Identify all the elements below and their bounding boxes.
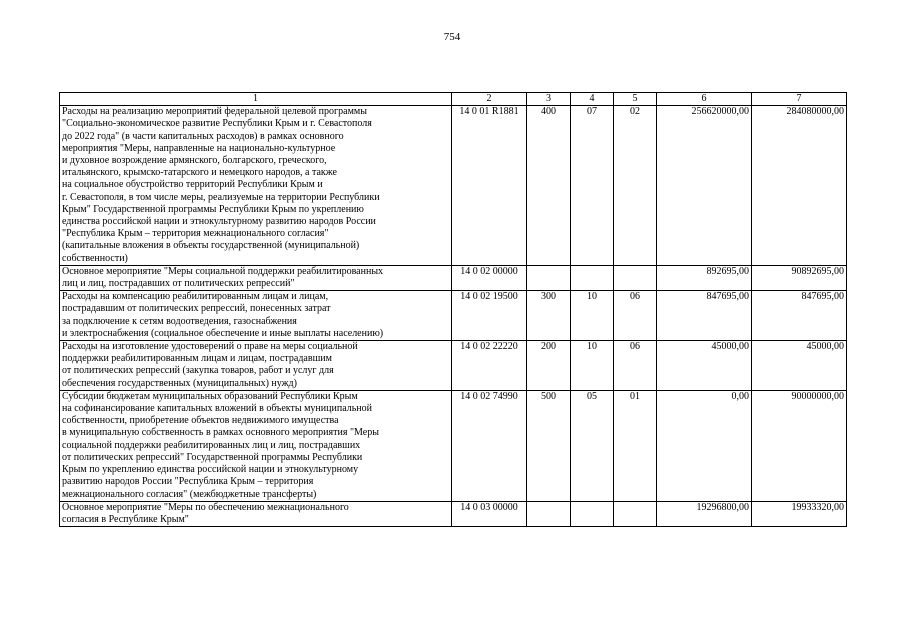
row-description: Расходы на изготовление удостоверений о праве на меры социальной поддержки реабилитированным лицам и лицам, пострадавшим от политических репрессий (закупка товаров, работ и услуг для обеспечения государственных (муниципальных) нужд) [60,341,452,391]
table-row [60,390,847,501]
row-description: Расходы на реализацию мероприятий федеральной целевой программы "Социально-экономическое развитие Республики Крым и г. Севастополя до 2022 года" (в части капитальных расходов) в рамках основного мероприятия "Меры, направленные на национально-культурное и духовное возрождение армянского, болгарского, греческого, итальянского, крымско-татарского и немецкого народов, а также на социальное обустройство территорий Республики Крым и г. Севастополя, в том числе меры, реализуемые на территории Республики Крым" Государственной программы Республики Крым по укреплению единства российской нации и этнокультурному развитию народов России "Республика Крым – территория межнационального согласия" (капитальные вложения в объекты государственной (муниципальной) собственности) [60,106,452,266]
row-description: Основное мероприятие "Меры социальной поддержки реабилитированных лиц и лиц, пострадавших от политических репрессий" [60,265,452,290]
table-row [60,341,847,391]
row-section [571,501,614,526]
row-description: Расходы на компенсацию реабилитированным лицам и лицам, пострадавшим от политических репрессий, понесенных затрат за подключение к сетям водоотведения, газоснабжения и электроснабжения (социальное обеспечение и иные выплаты населению) [60,291,452,341]
row-target-code: 14 0 02 74990 [452,390,527,501]
row-expense-type [527,265,571,290]
row-target-code: 14 0 02 19500 [452,291,527,341]
row-amount-2: 284080000,00 [752,106,847,266]
column-header-4: 4 [571,93,614,106]
table-row [60,265,847,290]
column-header-3: 3 [527,93,571,106]
row-amount-2: 45000,00 [752,341,847,391]
row-subsection [614,501,657,526]
row-section: 07 [571,106,614,266]
row-amount-2: 19933320,00 [752,501,847,526]
table-row [60,291,847,341]
row-description: Субсидии бюджетам муниципальных образований Республики Крым на софинансирование капитальных вложений в объекты муниципальной собственности, приобретение объектов недвижимого имущества в муниципальную собственность в рамках основного мероприятия "Меры социальной поддержки реабилитированных лиц и лиц, пострадавших от политических репрессий" Государственной программы Республики Крым по укреплению единства российской нации и этнокультурному развитию народов России "Республика Крым – территория межнационального согласия" (межбюджетные трансферты) [60,390,452,501]
row-expense-type [527,501,571,526]
row-description: Основное мероприятие "Меры по обеспечению межнационального согласия в Республике Крым" [60,501,452,526]
row-expense-type: 200 [527,341,571,391]
table-header-row [60,93,847,106]
column-header-2: 2 [452,93,527,106]
row-target-code: 14 0 02 22220 [452,341,527,391]
column-header-6: 6 [657,93,752,106]
row-amount-1: 0,00 [657,390,752,501]
row-subsection: 06 [614,291,657,341]
row-subsection: 02 [614,106,657,266]
row-amount-2: 90000000,00 [752,390,847,501]
page-number: 754 [443,31,461,43]
row-amount-2: 90892695,00 [752,265,847,290]
column-header-1: 1 [60,93,452,106]
row-expense-type: 300 [527,291,571,341]
budget-table [59,92,847,527]
row-section: 10 [571,291,614,341]
row-section: 05 [571,390,614,501]
row-subsection: 01 [614,390,657,501]
table-row [60,106,847,266]
row-section: 10 [571,341,614,391]
row-amount-1: 19296800,00 [657,501,752,526]
table-row [60,501,847,526]
row-amount-1: 892695,00 [657,265,752,290]
row-section [571,265,614,290]
row-subsection [614,265,657,290]
row-target-code: 14 0 02 00000 [452,265,527,290]
row-expense-type: 400 [527,106,571,266]
row-amount-1: 847695,00 [657,291,752,341]
column-header-7: 7 [752,93,847,106]
row-amount-1: 256620000,00 [657,106,752,266]
column-header-5: 5 [614,93,657,106]
row-amount-1: 45000,00 [657,341,752,391]
row-subsection: 06 [614,341,657,391]
row-amount-2: 847695,00 [752,291,847,341]
row-target-code: 14 0 01 R1881 [452,106,527,266]
row-target-code: 14 0 03 00000 [452,501,527,526]
row-expense-type: 500 [527,390,571,501]
